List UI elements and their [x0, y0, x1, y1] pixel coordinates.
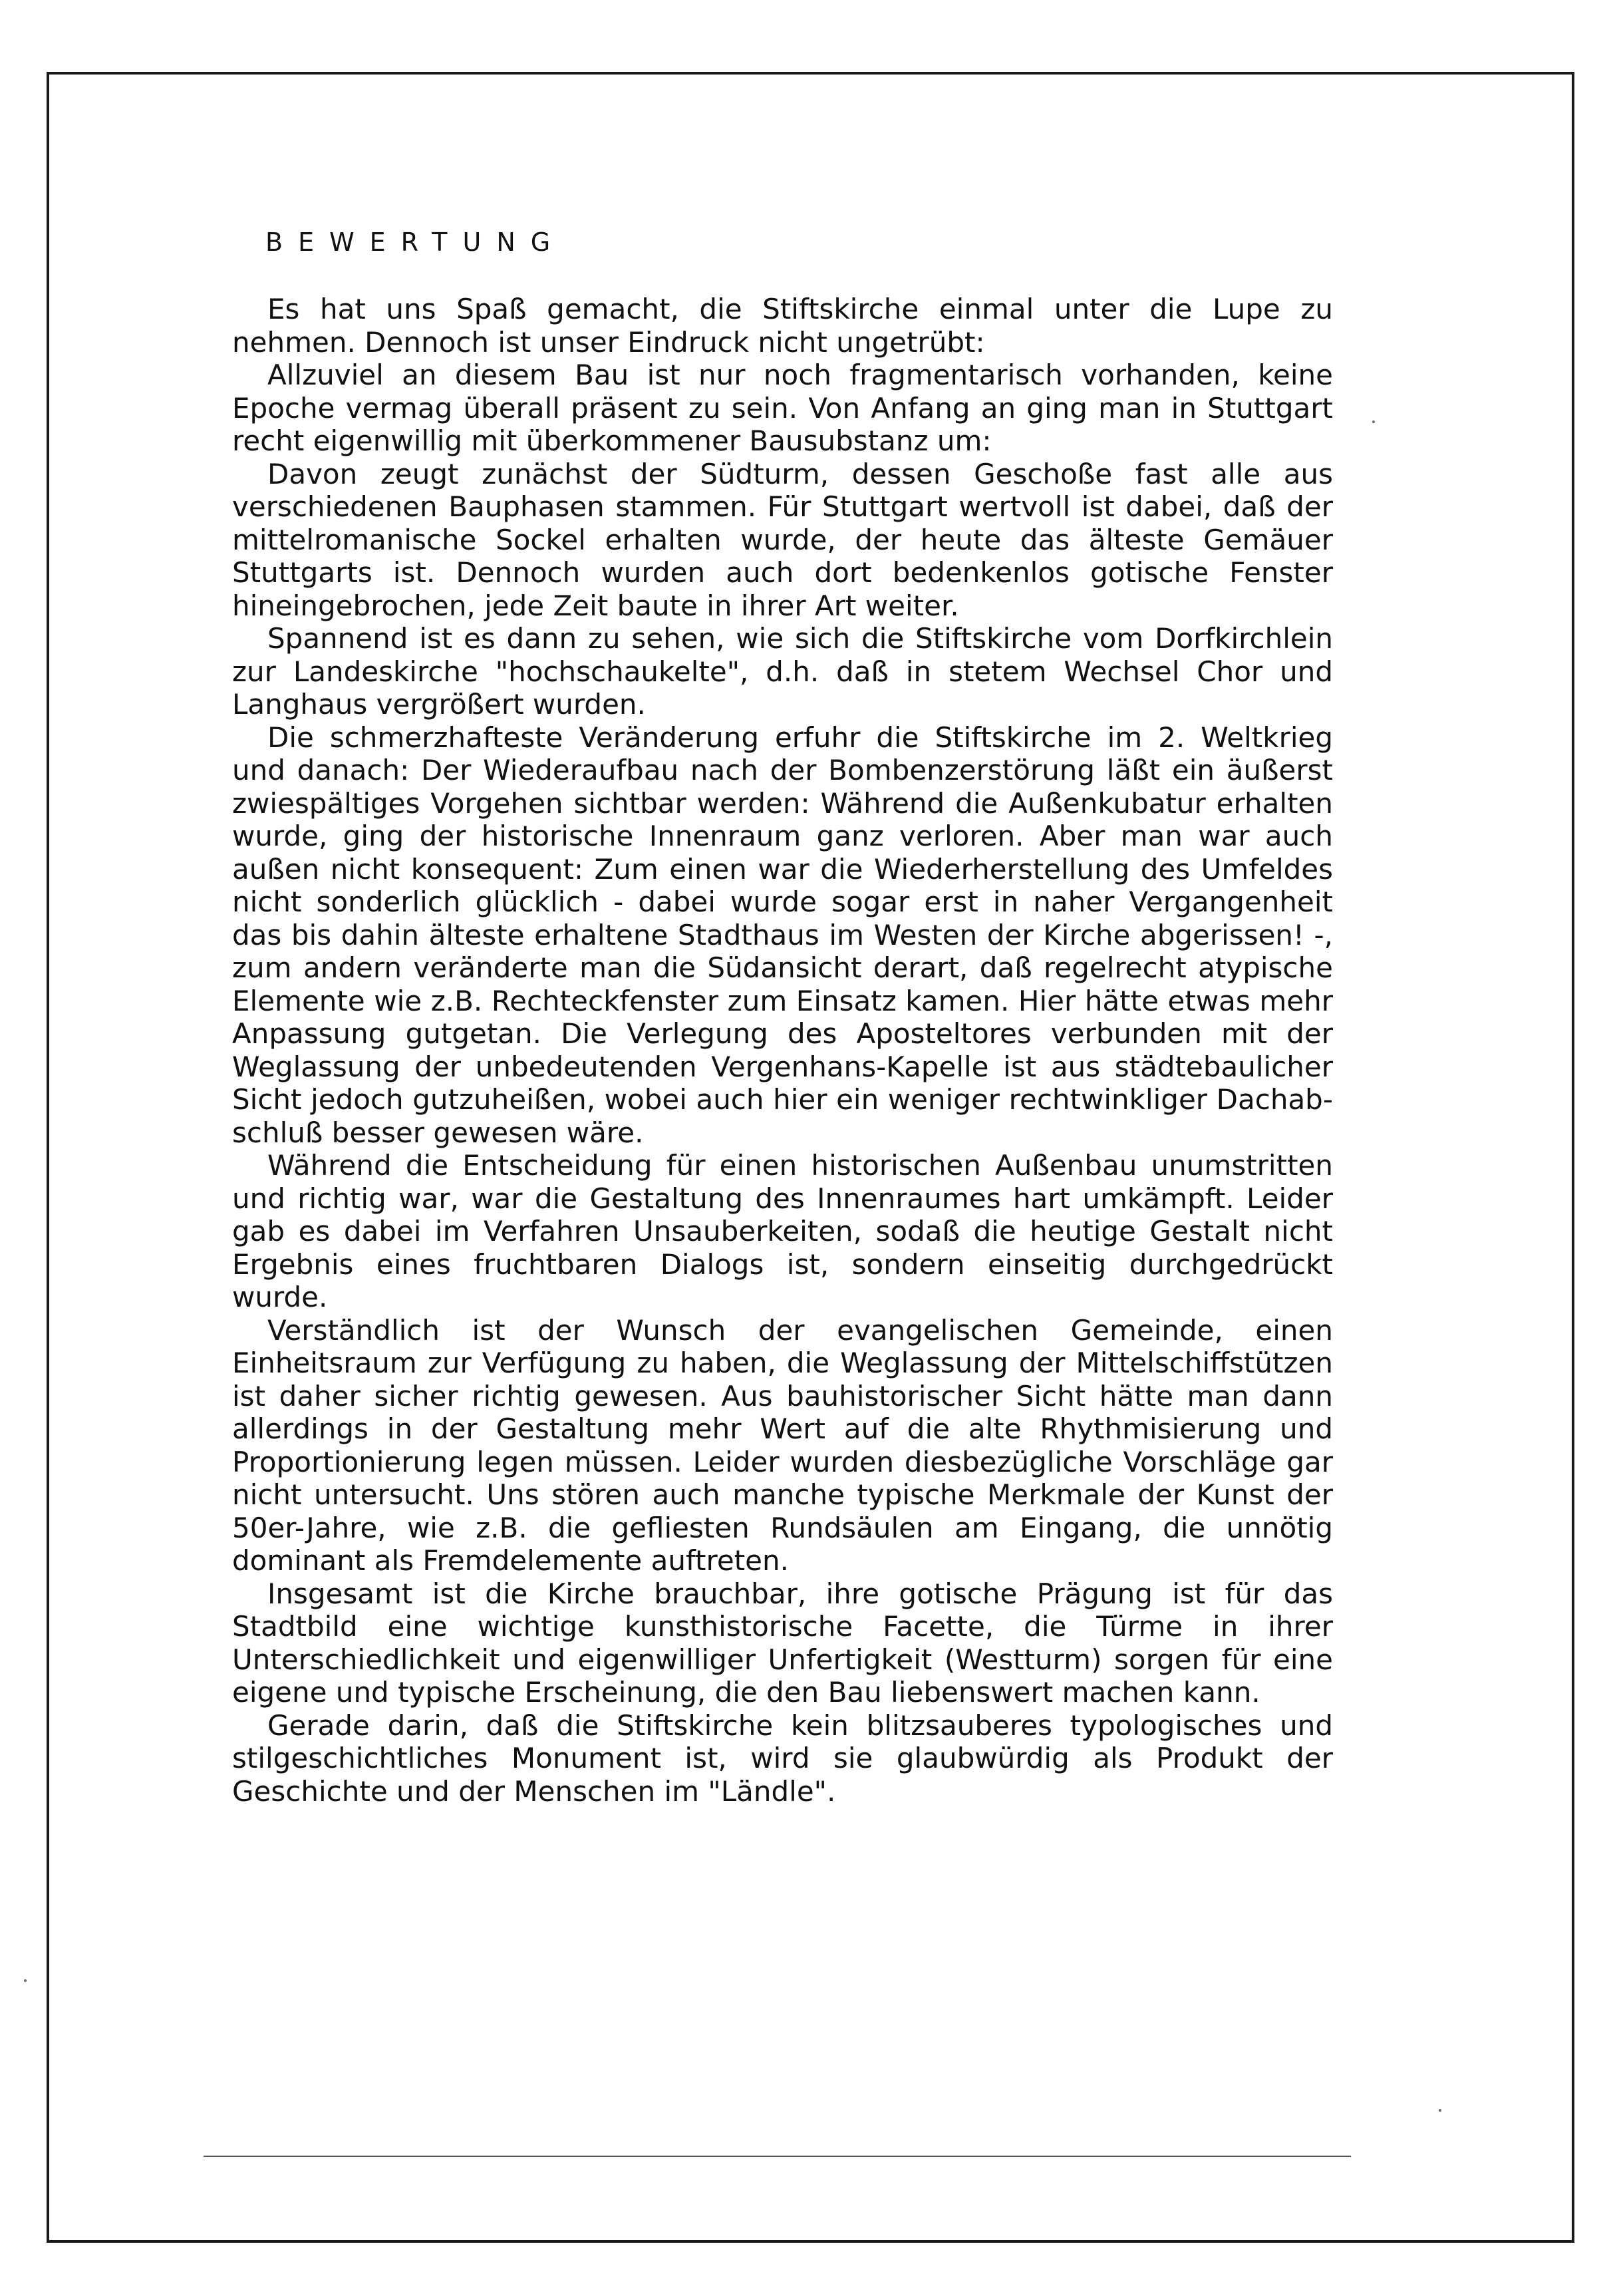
bottom-rule [204, 2156, 1351, 2157]
paragraph-4: Spannend ist es dann zu sehen, wie sich die Stiftskirche vom Dorfkirchlein zur Landeskirche "hochschaukelte", d.h. daß in stetem Wechsel Chor und Langhaus vergrößert wurden. [232, 622, 1333, 721]
section-heading: BEWERTUNG [265, 228, 566, 257]
paragraph-5: Die schmerzhafteste Veränderung erfuhr die Stiftskirche im 2. Weltkrieg und danach: Der Wiederaufbau nach der Bombenzerstörung läßt ein äußerst zwiespältiges Vorgehen sichtbar werden: Während die Außenkubatur erhalten wurde, ging der historische Innenraum ganz verloren. Aber man war auch außen nicht konsequent: Zum einen war die Wiederherstellung des Umfeldes nicht sonderlich glücklich - dabei wurde sogar erst in naher Vergangenheit das bis dahin älteste erhaltene Stadthaus im Westen der Kirche abgerissen! -, zum andern veränderte man die Südansicht derart, daß regelrecht atypische Elemente wie z.B. Rechteckfenster zum Einsatz kamen. Hier hätte etwas mehr Anpassung gutgetan. Die Verlegung des Aposteltores verbunden mit der Weglassung der unbedeutenden Vergenhans-Kapelle ist aus städtebaulicher Sicht jedoch gutzuheißen, wobei auch hier ein weniger rechtwinkliger Dachabschluß besser gewesen wäre. [232, 721, 1333, 1149]
scan-speck [1439, 2109, 1441, 2112]
scan-speck [1372, 420, 1375, 423]
paragraph-7: Verständlich ist der Wunsch der evangelischen Gemeinde, einen Einheitsraum zur Verfügung zu haben, die Weglassung der Mittelschiffstützen ist daher sicher richtig gewesen. Aus bauhistorischer Sicht hätte man dann allerdings in der Gestaltung mehr Wert auf die alte Rhythmisierung und Proportionierung legen müssen. Leider wurden diesbezügliche Vorschläge gar nicht untersucht. Uns stören auch manche typische Merkmale der Kunst der 50er-Jahre, wie z.B. die gefliesten Rundsäulen am Eingang, die unnötig dominant als Fremdelemente auftreten. [232, 1313, 1333, 1577]
paragraph-2: Allzuviel an diesem Bau ist nur noch fragmentarisch vorhanden, keine Epoche vermag überall präsent zu sein. Von Anfang an ging man in Stuttgart recht eigenwillig mit überkommener Bausubstanz um: [232, 359, 1333, 457]
paragraph-1: Es hat uns Spaß gemacht, die Stiftskirche einmal unter die Lupe zu nehmen. Dennoch ist unser Eindruck nicht ungetrübt: [232, 293, 1333, 359]
paragraph-9: Gerade darin, daß die Stiftskirche kein blitzsauberes typologisches und stilgeschichtliches Monument ist, wird sie glaubwürdig als Produkt der Geschichte und der Menschen im "Ländle". [232, 1709, 1333, 1808]
body-text [232, 293, 1333, 1808]
paragraph-8: Insgesamt ist die Kirche brauchbar, ihre gotische Prägung ist für das Stadtbild eine wichtige kunsthistorische Facette, die Türme in ihrer Unterschiedlichkeit und eigenwilliger Unfertigkeit (Westturm) sorgen für eine eigene und typische Erscheinung, die den Bau liebenswert machen kann. [232, 1577, 1333, 1709]
paragraph-6: Während die Entscheidung für einen historischen Außenbau unumstritten und richtig war, war die Gestaltung des Innenraumes hart umkämpft. Leider gab es dabei im Verfahren Unsauberkeiten, sodaß die heutige Gestalt nicht Ergebnis eines fruchtbaren Dialogs ist, sondern einseitig durchgedrückt wurde. [232, 1149, 1333, 1313]
paragraph-3: Davon zeugt zunächst der Südturm, dessen Geschoße fast alle aus verschiedenen Bauphasen stammen. Für Stuttgart wertvoll ist dabei, daß der mittelromanische Sockel erhalten wurde, der heute das älteste Gemäuer Stuttgarts ist. Dennoch wurden auch dort bedenkenlos gotische Fenster hineingebrochen, jede Zeit baute in ihrer Art weiter. [232, 457, 1333, 622]
scan-speck [24, 1979, 27, 1982]
